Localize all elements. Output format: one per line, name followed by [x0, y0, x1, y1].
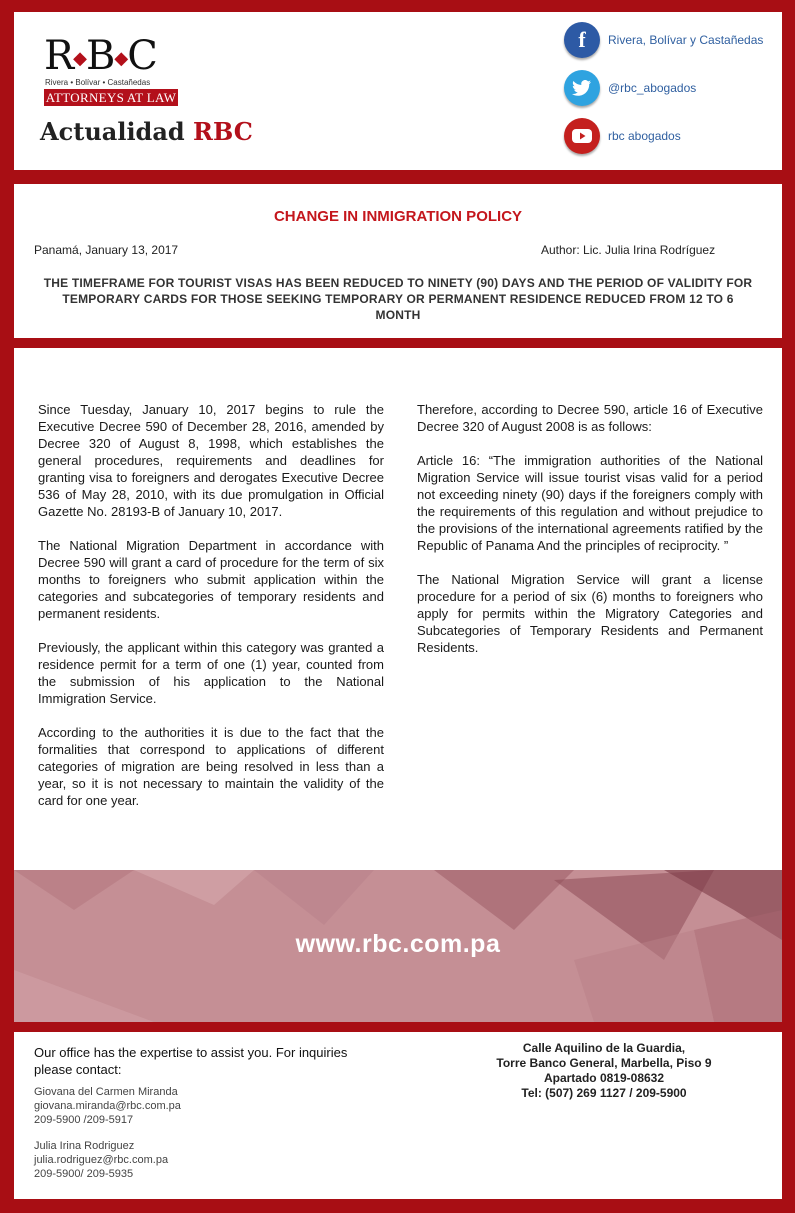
publication-title: Actualidad RBC [40, 117, 253, 146]
paragraph: Since Tuesday, January 10, 2017 begins to rule the Executive Decree 590 of December 28, 2016, amended by Decree 320 of August 8, 1998, which establishes the general procedures, requirements and deadlines for granting visa to foreigners and derogates Executive Decree 536 of May 28, 2010, with its due promulgation in Official Gazette No. 28193-B of January 10, 2017. [38, 402, 384, 519]
right-column [417, 401, 763, 673]
contact-card [34, 1085, 181, 1127]
contact-email[interactable]: julia.rodriguez@rbc.com.pa [34, 1154, 169, 1166]
paragraph: According to the authorities it is due to the fact that the formalities that correspond to applications of different categories of migration are being resolved in less than a year, so it is not necessary to maintain the validity of the card for one year. [38, 725, 384, 808]
youtube-label: rbc abogados [608, 129, 681, 143]
article-subtitle: THE TIMEFRAME FOR TOURIST VISAS HAS BEEN REDUCED TO NINETY (90) DAYS AND THE PERIOD OF VALIDITY FOR TEMPORARY CARDS FOR THOSE SEEKING TEMPORARY OR PERMANENT RESIDENCE REDUCED FROM 12 TO 6 MONTH [43, 276, 753, 322]
left-column [38, 401, 384, 826]
contact-name: Julia Irina Rodriguez [34, 1140, 135, 1152]
facebook-icon: f [564, 22, 600, 58]
twitter-icon [564, 70, 600, 106]
article-date: Panamá, January 13, 2017 [34, 243, 179, 257]
youtube-icon [564, 118, 600, 154]
address-phone: Tel: (507) 269 1127 / 209-5900 [521, 1086, 687, 1100]
article-author: Author: Lic. Julia Irina Rodríguez [541, 243, 716, 257]
header-panel [14, 12, 782, 170]
footer-panel [14, 1032, 782, 1199]
twitter-link[interactable] [564, 70, 696, 106]
title-panel [14, 184, 782, 338]
paragraph: Previously, the applicant within this category was granted a residence permit for a term of one (1) year, counted from the submission of his application to the National Immigration Service. [38, 640, 384, 706]
twitter-label: @rbc_abogados [608, 81, 697, 95]
address-line: Torre Banco General, Marbella, Piso 9 [496, 1056, 712, 1070]
facebook-label: Rivera, Bolívar y Castañedas [608, 33, 764, 47]
contact-name: Giovana del Carmen Miranda [34, 1086, 178, 1098]
logo-tagline: ATTORNEYS AT LAW [45, 90, 177, 105]
article-body [14, 348, 782, 870]
contact-phone: 209-5900 /209-5917 [34, 1114, 134, 1126]
logo-firm-names: Rivera • Bolívar • Castañedas [45, 78, 151, 87]
rbc-logo[interactable]: R◆B◆C [44, 33, 157, 79]
contact-email[interactable]: giovana.miranda@rbc.com.pa [34, 1100, 181, 1112]
facebook-link[interactable] [564, 22, 763, 58]
contact-intro: Our office has the expertise to assist you. For inquiries please contact: [34, 1045, 348, 1077]
article-title: CHANGE IN INMIGRATION POLICY [273, 208, 523, 225]
website-banner [14, 870, 782, 1022]
address-line: Calle Aquilino de la Guardia, [522, 1041, 686, 1055]
office-address [474, 1041, 734, 1101]
paragraph: Therefore, according to Decree 590, article 16 of Executive Decree 320 of August 2008 is as follows: [417, 402, 763, 434]
paragraph: The National Migration Department in accordance with Decree 590 will grant a card of procedure for the term of six months to foreigners who submit application within the categories and subcategories of temporary residents and permanent residents. [38, 538, 384, 621]
website-url[interactable]: www.rbc.com.pa [295, 930, 501, 958]
paragraph: The National Migration Service will grant a license procedure for a period of six (6) months to foreigners who apply for permits within the Migratory Categories and Subcategories of Temporary Residents and Permanent Residents. [417, 572, 763, 655]
contact-phone: 209-5900/ 209-5935 [34, 1168, 134, 1180]
address-line: Apartado 0819-08632 [543, 1071, 665, 1085]
paragraph: Article 16: “The immigration authorities of the National Migration Service will issue tourist visas valid for a period not exceeding ninety (90) days if the foreigners comply with the requirements of this regulation and without prejudice to the provisions of the international agreements ratified by the Republic of Panama And the principles of reciprocity. ” [417, 453, 763, 553]
youtube-link[interactable] [564, 118, 681, 154]
contact-card [34, 1139, 168, 1181]
